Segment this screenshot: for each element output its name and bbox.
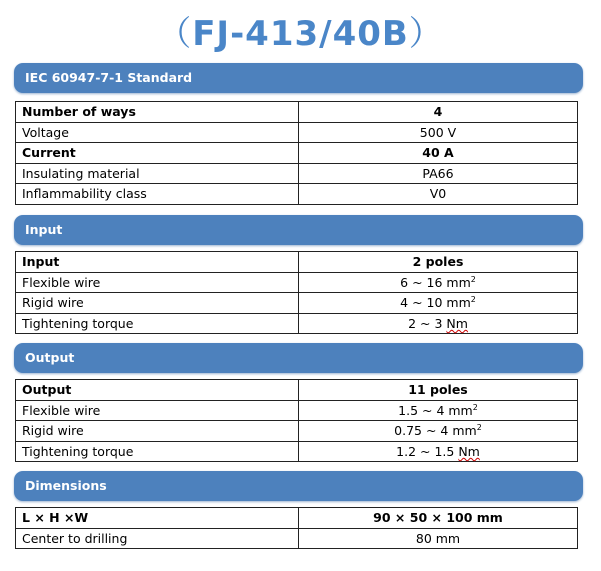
- page-title: [0, 6, 601, 55]
- row-value: [299, 272, 578, 293]
- standard-table: [15, 101, 578, 205]
- row-value: 500 V: [299, 122, 578, 143]
- superscript: 2: [470, 295, 476, 305]
- title-paren-open: （: [157, 14, 193, 54]
- input-table: [15, 251, 578, 334]
- row-value: 2 poles: [299, 252, 578, 273]
- section-header-label: Input: [25, 222, 63, 237]
- value-text: 1.5 ~ 4 mm: [398, 402, 473, 418]
- row-value: 80 mm: [299, 528, 578, 549]
- row-value: 40 A: [299, 143, 578, 164]
- row-label: Number of ways: [16, 102, 299, 123]
- section-header-dimensions: [14, 471, 583, 501]
- row-value: PA66: [299, 163, 578, 184]
- section-header-label: Dimensions: [25, 478, 107, 493]
- section-header-input: [14, 215, 583, 245]
- value-text: 1.2 ~ 1.5: [396, 443, 459, 459]
- row-label: Tightening torque: [16, 441, 299, 462]
- table-row: [16, 272, 578, 293]
- table-row: [16, 143, 578, 164]
- value-unit: Nm: [458, 443, 480, 459]
- table-row: [16, 102, 578, 123]
- table-row: [16, 184, 578, 205]
- row-label: Voltage: [16, 122, 299, 143]
- superscript: 2: [470, 274, 476, 284]
- row-value: 11 poles: [299, 380, 578, 401]
- table-row: [16, 528, 578, 549]
- table-row: [16, 508, 578, 529]
- value-text: 6 ~ 16 mm: [400, 274, 471, 290]
- table-row: [16, 400, 578, 421]
- table-row: [16, 293, 578, 314]
- row-label: Flexible wire: [16, 400, 299, 421]
- table-row: [16, 421, 578, 442]
- row-value: [299, 313, 578, 334]
- row-label: Input: [16, 252, 299, 273]
- title-paren-close: ）: [408, 14, 444, 54]
- section-header-label: Output: [25, 350, 75, 365]
- value-unit: Nm: [446, 315, 468, 331]
- row-label: Rigid wire: [16, 421, 299, 442]
- row-label: Center to drilling: [16, 528, 299, 549]
- value-text: 2 ~ 3: [408, 315, 447, 331]
- table-row: [16, 163, 578, 184]
- section-header-label: IEC 60947-7-1 Standard: [25, 70, 193, 85]
- table-row: [16, 313, 578, 334]
- section-header-output: [14, 343, 583, 373]
- table-row: [16, 252, 578, 273]
- table-row: [16, 380, 578, 401]
- row-value: [299, 441, 578, 462]
- row-label: Current: [16, 143, 299, 164]
- row-label: Tightening torque: [16, 313, 299, 334]
- dimensions-table: [15, 507, 578, 549]
- row-value: 4: [299, 102, 578, 123]
- row-label: L × H ×W: [16, 508, 299, 529]
- title-text: FJ-413/40B: [192, 14, 409, 54]
- row-value: [299, 400, 578, 421]
- row-label: Rigid wire: [16, 293, 299, 314]
- row-value: 90 × 50 × 100 mm: [299, 508, 578, 529]
- output-table: [15, 379, 578, 462]
- superscript: 2: [476, 423, 482, 433]
- row-label: Inflammability class: [16, 184, 299, 205]
- section-header-standard: [14, 63, 583, 93]
- row-value: [299, 293, 578, 314]
- table-row: [16, 122, 578, 143]
- row-value: [299, 421, 578, 442]
- table-row: [16, 441, 578, 462]
- value-text: 4 ~ 10 mm: [400, 295, 471, 311]
- value-text: 0.75 ~ 4 mm: [394, 423, 477, 439]
- row-label: Output: [16, 380, 299, 401]
- row-value: V0: [299, 184, 578, 205]
- row-label: Insulating material: [16, 163, 299, 184]
- row-label: Flexible wire: [16, 272, 299, 293]
- superscript: 2: [472, 402, 478, 412]
